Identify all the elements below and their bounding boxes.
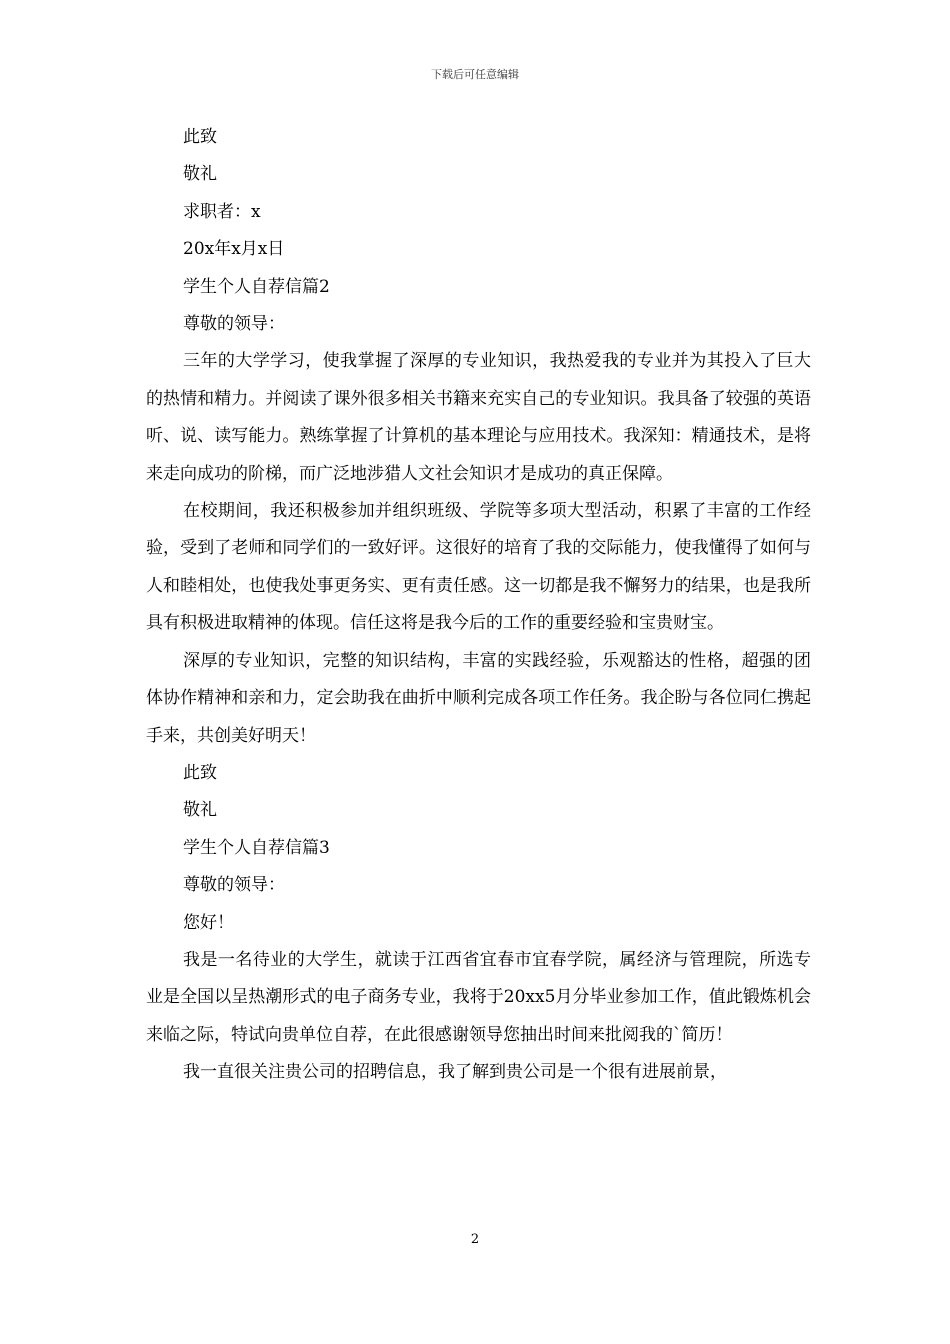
closing-line: 此致: [183, 762, 217, 783]
page-header-note: 下载后可任意编辑: [431, 68, 519, 81]
letter-date: 20x年x月x日: [183, 239, 285, 260]
applicant-signature: 求职者：x: [183, 201, 261, 222]
greeting-hello: 您好！: [183, 912, 234, 933]
closing-line: 此致: [183, 127, 217, 147]
body-paragraph: 深厚的专业知识，完整的知识结构，丰富的实践经验，乐观豁达的性格，超强的团体协作精神和亲和力，定会助我在曲折中顺利完成各项工作任务。我企盼与各位同仁携起手来，共创美好明天！: [146, 650, 811, 746]
body-paragraph: 我一直很关注贵公司的招聘信息，我了解到贵公司是一个很有进展前景，: [183, 1062, 727, 1083]
section-title: 学生个人自荐信篇3: [183, 837, 330, 858]
greeting-line: 尊敬的领导：: [183, 314, 285, 335]
salutation-regards: 敬礼: [183, 800, 217, 821]
section-title: 学生个人自荐信篇2: [183, 276, 330, 297]
body-paragraph: 我是一名待业的大学生，就读于江西省宜春市宜春学院，属经济与管理院，所选专业是全国以呈热潮形式的电子商务专业，我将于20xx5月分毕业参加工作，值此锻炼机会来临之际，特试向贵单位自荐，在此很感谢领导您抽出时间来批阅我的`简历！: [146, 949, 811, 1045]
body-paragraph: 在校期间，我还积极参加并组织班级、学院等多项大型活动，积累了丰富的工作经验，受到了老师和同学们的一致好评。这很好的培育了我的交际能力，使我懂得了如何与人和睦相处，也使我处事更务实、更有责任感。这一切都是我不懈努力的结果，也是我所具有积极进取精神的体现。信任这将是我今后的工作的重要经验和宝贵财宝。: [146, 501, 811, 634]
body-paragraph: 三年的大学学习，使我掌握了深厚的专业知识，我热爱我的专业并为其投入了巨大的热情和精力。并阅读了课外很多相关书籍来充实自己的专业知识。我具备了较强的英语听、说、读写能力。熟练掌握了计算机的基本理论与应用技术。我深知：精通技术，是将来走向成功的阶梯，而广泛地涉猎人文社会知识才是成功的真正保障。: [146, 351, 811, 484]
document-body: [146, 119, 811, 1092]
page-number: 2: [470, 1232, 480, 1247]
salutation-regards: 敬礼: [183, 164, 217, 185]
greeting-line: 尊敬的领导：: [183, 875, 285, 896]
